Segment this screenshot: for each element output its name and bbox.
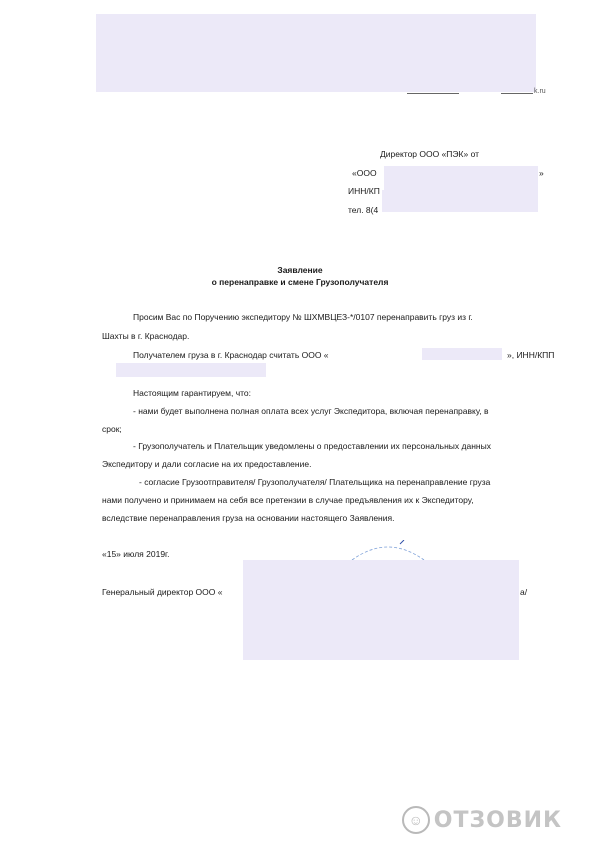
addressee-line1: Директор ООО «ПЭК» от	[380, 149, 480, 159]
paragraph-2-left: Получателем груза в г. Краснодар считать ООО «	[133, 350, 329, 360]
addressee-line2-suffix: »	[539, 168, 544, 178]
watermark-logo	[402, 806, 562, 834]
addressee-line4: тел. 8(4	[348, 205, 379, 215]
watermark-badge-icon: ☺	[402, 806, 430, 834]
recipient-inn-redaction	[116, 363, 266, 377]
document-title: Заявление	[277, 265, 323, 275]
header-url-fragment: k.ru	[534, 88, 546, 95]
paragraph-1-line-1: Просим Вас по Поручению экспедитору № ШХМВЦЕЗ-*/0107 перенаправить груз из г.	[133, 312, 473, 322]
watermark-text: ОТЗОВИК	[433, 807, 562, 833]
bullet-3-line-1: - согласие Грузоотправителя/ Грузополучателя/ Плательщика на перенаправление груза	[139, 477, 491, 487]
addressee-line3: ИНН/КП	[348, 186, 380, 196]
bullet-1-line-2: срок;	[102, 424, 122, 434]
bullet-2-line-2: Экспедитору и дали согласие на их предоставление.	[102, 459, 312, 469]
document-subtitle: о перенаправке и смене Грузополучателя	[211, 277, 389, 287]
addressee-company-redaction	[384, 166, 538, 190]
paragraph-1-line-2: Шахты в г. Краснодар.	[102, 331, 190, 341]
guarantee-intro: Настоящим гарантируем, что:	[133, 388, 252, 398]
signature-right: а/	[520, 587, 528, 597]
addressee-line2-prefix: «ООО	[352, 168, 377, 178]
addressee-details-redaction	[382, 190, 538, 212]
paragraph-2-right: », ИНН/КПП	[507, 350, 555, 360]
signature-left: Генеральный директор ООО «	[102, 587, 223, 597]
header-strip	[255, 88, 555, 98]
bullet-3-line-3: вследствие перенаправления груза на основании настоящего Заявления.	[102, 513, 395, 523]
bullet-1-line-1: - нами будет выполнена полная оплата всех услуг Экспедитора, включая перенаправку, в	[133, 406, 489, 416]
header-redaction	[96, 14, 536, 92]
bullet-3-line-2: нами получено и принимаем на себя все претензии в случае предъявления их к Экспедитору,	[102, 495, 474, 505]
document-date: «15» июля 2019г.	[102, 549, 170, 559]
bullet-2-line-1: - Грузополучатель и Плательщик уведомлены о предоставлении их персональных данных	[133, 441, 491, 451]
recipient-name-redaction	[422, 348, 502, 360]
signature-redaction	[243, 560, 519, 660]
stamp-fragment	[348, 540, 428, 562]
